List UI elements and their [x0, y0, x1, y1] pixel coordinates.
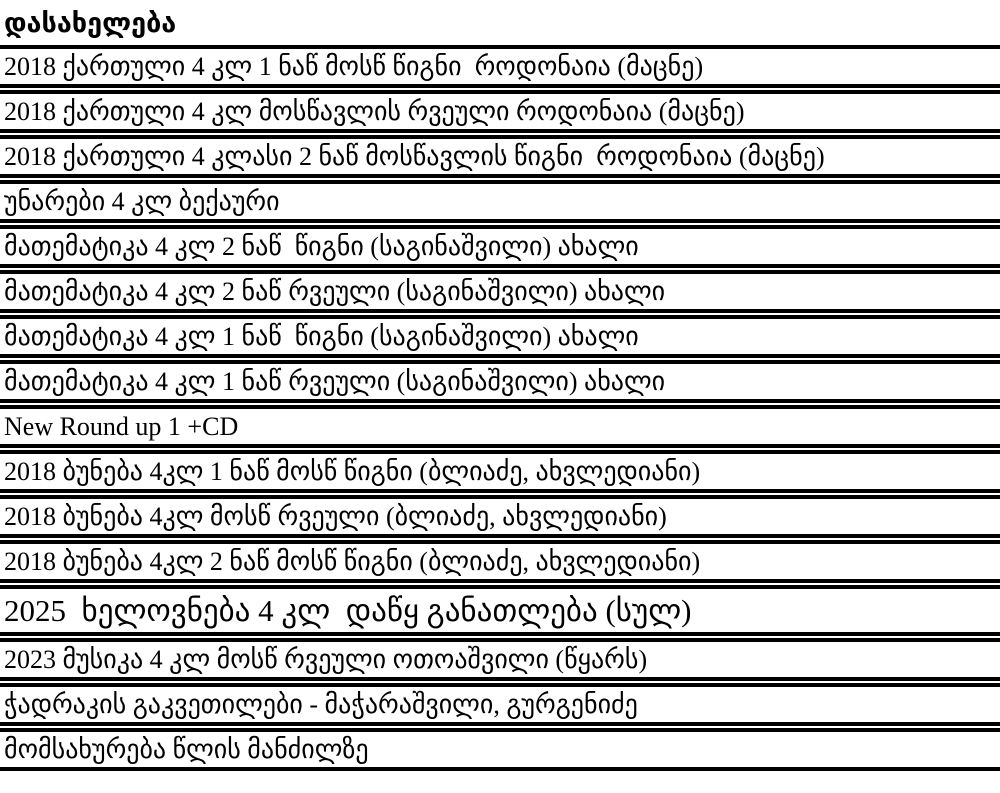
- row-label: მათემატიკა 4 კლ 1 ნაწ რვეული (საგინაშვილი) ახალი: [4, 366, 666, 396]
- table-row: [0, 270, 1000, 313]
- row-label: New Round up 1 +CD: [4, 411, 239, 441]
- row-label: მათემატიკა 4 კლ 1 ნაწ წიგნი (საგინაშვილი) ახალი: [4, 321, 639, 351]
- table-row: [0, 180, 1000, 223]
- row-label: 2023 მუსიკა 4 კლ მოსწ რვეული ოთოაშვილი (წყარს): [4, 644, 648, 674]
- table-row: [0, 728, 1000, 771]
- table-row: [0, 540, 1000, 583]
- table-row: [0, 638, 1000, 681]
- row-label: 2018 ბუნება 4კლ 1 ნაწ მოსწ წიგნი (ბლიაძე, ახვლედიანი): [4, 456, 701, 486]
- row-label: 2018 ქართული 4 კლასი 2 ნაწ მოსწავლის წიგნი როდონაია (მაცნე): [4, 141, 825, 171]
- table-row: [0, 135, 1000, 178]
- table-row: [0, 495, 1000, 538]
- row-label: მომსახურება წლის მანძილზე: [4, 734, 369, 764]
- row-label: 2025 ხელოვნება 4 კლ დაწყ განათლება (სულ): [4, 592, 692, 628]
- book-list-table: [0, 45, 1000, 771]
- table-row: [0, 405, 1000, 448]
- row-label: უნარები 4 კლ ბექაური: [4, 186, 280, 216]
- table-row: [0, 90, 1000, 133]
- row-label: 2018 ქართული 4 კლ 1 ნაწ მოსწ წიგნი როდონაია (მაცნე): [4, 51, 704, 81]
- table-row: [0, 360, 1000, 403]
- table-row: [0, 315, 1000, 358]
- column-header-title: დასახელება: [4, 8, 177, 38]
- row-label: 2018 ქართული 4 კლ მოსწავლის რვეული როდონაია (მაცნე): [4, 96, 745, 126]
- row-label: ჭადრაკის გაკვეთილები - მაჭარაშვილი, გურგენიძე: [4, 689, 638, 719]
- row-label: მათემატიკა 4 კლ 2 ნაწ წიგნი (საგინაშვილი) ახალი: [4, 231, 639, 261]
- table-row: [0, 45, 1000, 88]
- row-label: მათემატიკა 4 კლ 2 ნაწ რვეული (საგინაშვილი) ახალი: [4, 276, 666, 306]
- table-row: [0, 225, 1000, 268]
- table-row: [0, 450, 1000, 493]
- table-row: [0, 683, 1000, 726]
- row-label: 2018 ბუნება 4კლ 2 ნაწ მოსწ წიგნი (ბლიაძე, ახვლედიანი): [4, 546, 701, 576]
- table-row: [0, 585, 1000, 636]
- row-label: 2018 ბუნება 4კლ მოსწ რვეული (ბლიაძე, ახვლედიანი): [4, 501, 667, 531]
